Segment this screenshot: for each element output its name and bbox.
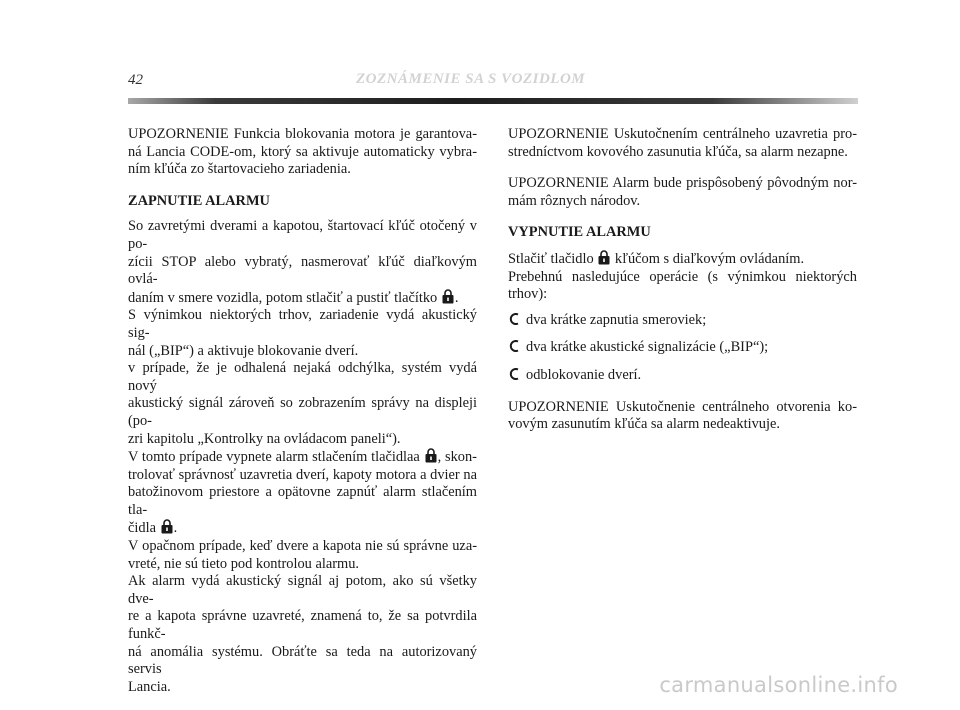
alarm-on-text [128,218,477,696]
text-span: . [454,289,459,306]
list-item [508,312,857,330]
text-line: Ak alarm vydá akustický signál aj potom, ako sú všetky dve- [128,573,477,607]
text-span: , skon- [437,449,477,466]
text-line: ná anomália systému. Obráťte sa teda na autorizovaný servis [128,643,477,678]
unlock-icon [598,250,610,265]
lock-icon [442,289,454,304]
text-line: batožinovom priestore a opätovne zapnúť alarm stlačením tla- [128,484,477,518]
ring-bullet-icon [508,368,522,380]
bullet-text: odblokovanie dverí. [526,366,642,383]
bullet-text: dva krátke zapnutia smeroviek; [526,311,707,328]
text-line: nál („BIP“) a aktivuje blokovanie dverí. [128,342,359,359]
text-line: UPOZORNENIE Uskutočnenie centrálneho otvorenia ko- [508,398,857,415]
text-line: mám rôznych národov. [508,192,641,209]
text-line: vreté, nie sú tieto pod kontrolou alarmu. [128,555,359,572]
alarm-off-text [508,250,857,304]
text-line: V opačnom prípade, keď dvere a kapota nie sú správne uza- [128,538,477,555]
text-line [128,289,477,308]
bullet-text: dva krátke akustické signalizácie („BIP“); [526,339,769,356]
heading-alarm-off: VYPNUTIE ALARMU [508,224,651,241]
text-span: V tomto prípade vypnete alarm stlačením tlačidlaa [128,449,420,466]
text-line: vovým zasunutím kľúča sa alarm nedeaktivuje. [508,416,780,433]
text-line: UPOZORNENIE Uskutočnením centrálneho uzavretia pro- [508,126,857,142]
text-line: zri kapitolu „Kontrolky na ovládacom paneli“). [128,430,401,447]
text-line [128,519,477,538]
text-line: UPOZORNENIE Alarm bude prispôsobený pôvodným nor- [508,175,857,192]
heading-alarm-on: ZAPNUTIE ALARMU [128,192,270,209]
text-line: S výnimkou niektorých trhov, zariadenie vydá akustický sig- [128,307,477,341]
chapter-title: ZOZNÁMENIE SA S VOZIDLOM [356,71,586,87]
lock-icon [161,519,173,534]
page-number: 42 [128,72,143,88]
text-line: stredníctvom kovového zasunutia kľúča, sa alarm nezapne. [508,143,848,160]
text-span: daním v smere vozidla, potom stlačiť a pustiť tlačítko [128,289,438,306]
text-line: Lancia. [128,678,171,695]
text-line: Prebehnú nasledujúce operácie (s výnimkou niektorých trhov): [508,268,857,303]
warning-central-open-block [508,399,857,434]
text-span: . [173,520,178,537]
text-line: So zavretými dverami a kapotou, štartovací kľúč otočený v po- [128,218,477,252]
text-line [128,448,477,467]
header-rule [128,98,858,104]
text-line [508,250,857,269]
text-span: Stlačiť tlačidlo [508,250,594,267]
text-line: re a kapota správne uzavreté, znamená to, že sa potvrdila funkč- [128,608,477,643]
text-line: ním kľúča zo štartovacieho zariadenia. [128,161,351,178]
list-item [508,367,857,385]
text-line: akustický signál zároveň so zobrazením správy na displeji (po- [128,395,477,429]
text-span: čidla [128,520,156,537]
warning-engine-block [128,126,477,179]
list-item [508,339,857,357]
text-line: v prípade, že je odhalená nejaká odchýlka, systém vydá nový [128,360,477,394]
bullet-list [508,312,857,385]
text-span: kľúčom s diaľkovým ovládaním. [614,250,805,267]
warning-norms-block [508,175,857,210]
warning-central-lock-block [508,126,857,161]
lock-icon [425,448,437,463]
right-column [508,126,857,448]
ring-bullet-icon [508,313,522,325]
text-line: zícii STOP alebo vybratý, nasmerovať kľúč diaľkovým ovlá- [128,253,477,288]
ring-bullet-icon [508,340,522,352]
text-line: trolovať správnosť uzavretia dverí, kapoty motora a dvier na [128,466,477,483]
text-line: ná Lancia CODE-om, ktorý sa aktivuje automaticky vybra- [128,143,477,160]
text-line: UPOZORNENIE Funkcia blokovania motora je garantova- [128,126,477,142]
left-column [128,126,477,710]
watermark: carmanualsonline.info [659,673,898,697]
